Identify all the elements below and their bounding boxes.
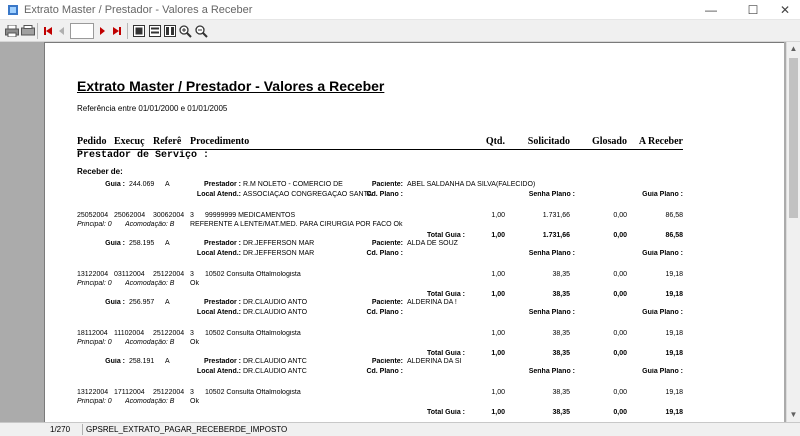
toolbar-separator [127, 23, 128, 39]
procedure-obs: REFERENTE A LENTE/MAT.MED. PARA CIRURGIA POR FACO Ok [190, 221, 403, 228]
print-icon[interactable] [4, 23, 20, 39]
acomodacao-value: Acomodação: B [125, 280, 175, 287]
procedure-solicitado: 38,35 [552, 330, 570, 337]
referencia-date: 30062004 [153, 212, 185, 219]
procedure-a-receber: 19,18 [665, 330, 683, 337]
title-bar [0, 0, 800, 20]
report-viewer[interactable] [0, 42, 800, 422]
procedure-seq: 3 [190, 389, 194, 396]
acomodacao-value: Acomodação: B [125, 221, 175, 228]
procedure-qtd: 1,00 [491, 330, 505, 337]
previous-page-icon[interactable] [54, 23, 70, 39]
total-solicitado: 38,35 [552, 350, 570, 357]
execucao-date: 11102004 [114, 330, 145, 337]
prestador-name: DR.CLAUDIO ANTC [243, 358, 307, 365]
guia-label: Guia : [105, 299, 125, 306]
guia-number: 244.069 [129, 181, 155, 188]
two-page-view-icon[interactable] [147, 23, 163, 39]
guia-type: A [165, 240, 170, 247]
senha-plano-label: Senha Plano : [528, 309, 575, 316]
total-qtd: 1,00 [491, 350, 505, 357]
toolbar-separator [37, 23, 38, 39]
scroll-up-icon[interactable]: ▲ [789, 44, 798, 53]
total-solicitado: 38,35 [552, 291, 570, 298]
procedure-solicitado: 38,35 [552, 271, 570, 278]
total-guia-label: Total Guia : [427, 350, 465, 357]
report-name: GPSREL_EXTRATO_PAGAR_RECEBERDE_IMPOSTO [86, 425, 288, 434]
header-referencia: Referê [153, 136, 182, 147]
paciente-name: ALDA DE SOUZ [407, 240, 458, 247]
prestador-label: Prestador : [204, 240, 241, 247]
prestador-name: DR.CLAUDIO ANTO [243, 299, 308, 306]
vertical-scrollbar[interactable] [786, 42, 800, 422]
last-page-icon[interactable] [109, 23, 125, 39]
procedure-glosado: 0,00 [613, 212, 627, 219]
paciente-label: Paciente: [371, 181, 403, 188]
procedure-name: 10502 Consulta Oftalmologista [205, 389, 301, 396]
toolbar [0, 20, 800, 42]
procedure-qtd: 1,00 [491, 271, 505, 278]
execucao-date: 03112004 [114, 271, 145, 278]
header-a-receber: A Receber [638, 136, 683, 147]
app-icon [7, 4, 19, 16]
procedure-name: 10502 Consulta Oftalmologista [205, 271, 301, 278]
procedure-seq: 3 [190, 271, 194, 278]
total-solicitado: 38,35 [552, 409, 570, 416]
senha-plano-label: Senha Plano : [528, 250, 575, 257]
procedure-a-receber: 19,18 [665, 389, 683, 396]
report-page [44, 42, 784, 422]
status-divider [82, 424, 83, 435]
receber-de-label: Receber de: [77, 167, 123, 176]
procedure-seq: 3 [190, 212, 194, 219]
referencia-date: 25122004 [153, 330, 185, 337]
total-a-receber: 19,18 [665, 291, 683, 298]
single-page-view-icon[interactable] [131, 23, 147, 39]
total-qtd: 1,00 [491, 232, 505, 239]
local-atend-label: Local Atend.: [196, 250, 241, 257]
header-glosado: Glosado [591, 136, 627, 147]
prestador-name: R.M NOLETO - COMERCIO DE [243, 181, 343, 188]
prestador-section-label: Prestador de Serviço : [77, 150, 210, 161]
principal-value: Principal: 0 [77, 339, 112, 346]
local-atend-name: DR.JEFFERSON MAR [243, 250, 315, 257]
local-atend-name: ASSOCIAÇÃO CONGREGAÇÃO SANTA [243, 191, 373, 198]
local-atend-label: Local Atend.: [196, 368, 241, 375]
procedure-solicitado: 1.731,66 [542, 212, 570, 219]
pedido-date: 18112004 [77, 330, 108, 337]
maximize-button[interactable]: ☐ [747, 3, 759, 17]
total-qtd: 1,00 [491, 291, 505, 298]
senha-plano-label: Senha Plano : [528, 191, 575, 198]
close-button[interactable]: ✕ [779, 3, 791, 17]
guia-plano-label: Guia Plano : [642, 368, 683, 375]
header-execucao: Execuç [114, 136, 145, 147]
cd-plano-label: Cd. Plano : [366, 368, 403, 375]
prestador-label: Prestador : [204, 299, 241, 306]
procedure-obs: Ok [190, 398, 199, 405]
acomodacao-value: Acomodação: B [125, 339, 175, 346]
total-solicitado: 1.731,66 [542, 232, 570, 239]
guia-number: 258.191 [129, 358, 155, 365]
status-bar [0, 422, 800, 436]
paciente-label: Paciente: [371, 358, 403, 365]
procedure-a-receber: 19,18 [665, 271, 683, 278]
zoom-out-icon[interactable] [193, 23, 209, 39]
zoom-in-icon[interactable] [177, 23, 193, 39]
total-a-receber: 19,18 [665, 350, 683, 357]
header-procedimento: Procedimento [190, 136, 250, 147]
total-glosado: 0,00 [613, 232, 627, 239]
acomodacao-value: Acomodação: B [125, 398, 175, 405]
prestador-label: Prestador : [204, 181, 241, 188]
minimize-button[interactable]: — [705, 3, 717, 17]
guia-label: Guia : [105, 240, 125, 247]
principal-value: Principal: 0 [77, 280, 112, 287]
guia-number: 258.195 [129, 240, 155, 247]
total-a-receber: 19,18 [665, 409, 683, 416]
pedido-date: 13122004 [77, 271, 109, 278]
paciente-label: Paciente: [371, 299, 403, 306]
pedido-date: 25052004 [77, 212, 109, 219]
procedure-glosado: 0,00 [613, 271, 627, 278]
procedure-name: 99999999 MEDICAMENTOS [205, 212, 296, 219]
procedure-name: 10502 Consulta Oftalmologista [205, 330, 301, 337]
guia-type: A [165, 299, 170, 306]
procedure-qtd: 1,00 [491, 212, 505, 219]
senha-plano-label: Senha Plano : [528, 368, 575, 375]
scroll-down-icon[interactable]: ▼ [789, 410, 798, 419]
referencia-date: 25122004 [153, 271, 185, 278]
guia-type: A [165, 358, 170, 365]
page-width-view-icon[interactable] [162, 23, 178, 39]
guia-number: 256.957 [129, 299, 155, 306]
procedure-glosado: 0,00 [613, 389, 627, 396]
cd-plano-label: Cd. Plano : [366, 309, 403, 316]
total-qtd: 1,00 [491, 409, 505, 416]
procedure-obs: Ok [190, 280, 199, 287]
principal-value: Principal: 0 [77, 398, 112, 405]
guia-plano-label: Guia Plano : [642, 191, 683, 198]
total-guia-label: Total Guia : [427, 232, 465, 239]
procedure-seq: 3 [190, 330, 194, 337]
paciente-label: Paciente: [371, 240, 403, 247]
local-atend-name: DR.CLAUDIO ANTC [243, 368, 307, 375]
cd-plano-label: Cd. Plano : [366, 250, 403, 257]
paciente-name: ALDERINA DA ! [407, 299, 457, 306]
execucao-date: 25062004 [114, 212, 146, 219]
window-title: Extrato Master / Prestador - Valores a Receber [24, 4, 253, 16]
execucao-date: 17112004 [114, 389, 145, 396]
procedure-obs: Ok [190, 339, 199, 346]
local-atend-label: Local Atend.: [196, 191, 241, 198]
total-a-receber: 86,58 [665, 232, 683, 239]
paciente-name: ABEL SALDANHA DA SILVA(FALECIDO) [407, 181, 536, 188]
prestador-name: DR.JEFFERSON MAR [243, 240, 315, 247]
total-guia-label: Total Guia : [427, 409, 465, 416]
prestador-label: Prestador : [204, 358, 241, 365]
print-setup-icon[interactable] [20, 23, 36, 39]
principal-value: Principal: 0 [77, 221, 112, 228]
page-indicator: 1/270 [50, 425, 71, 434]
report-reference: Referência entre 01/01/2000 e 01/01/2005 [77, 104, 228, 113]
guia-label: Guia : [105, 181, 125, 188]
paciente-name: ALDERINA DA SI [407, 358, 462, 365]
header-pedido: Pedido [77, 136, 107, 147]
total-glosado: 0,00 [613, 409, 627, 416]
next-page-icon[interactable] [94, 23, 110, 39]
header-qtd: Qtd. [485, 136, 505, 147]
guia-label: Guia : [105, 358, 125, 365]
cd-plano-label: Cd. Plano : [366, 191, 403, 198]
local-atend-name: DR.CLAUDIO ANTO [243, 309, 308, 316]
total-guia-label: Total Guia : [427, 291, 465, 298]
header-solicitado: Solicitado [527, 136, 570, 147]
procedure-a-receber: 86,58 [665, 212, 683, 219]
pedido-date: 13122004 [77, 389, 109, 396]
report-title: Extrato Master / Prestador - Valores a Receber [77, 78, 385, 94]
procedure-solicitado: 38,35 [552, 389, 570, 396]
total-glosado: 0,00 [613, 291, 627, 298]
guia-type: A [165, 181, 170, 188]
page-number-input[interactable] [70, 23, 94, 39]
referencia-date: 25122004 [153, 389, 185, 396]
guia-plano-label: Guia Plano : [642, 309, 683, 316]
local-atend-label: Local Atend.: [196, 309, 241, 316]
scroll-thumb[interactable] [789, 58, 798, 218]
guia-plano-label: Guia Plano : [642, 250, 683, 257]
procedure-glosado: 0,00 [613, 330, 627, 337]
total-glosado: 0,00 [613, 350, 627, 357]
procedure-qtd: 1,00 [491, 389, 505, 396]
